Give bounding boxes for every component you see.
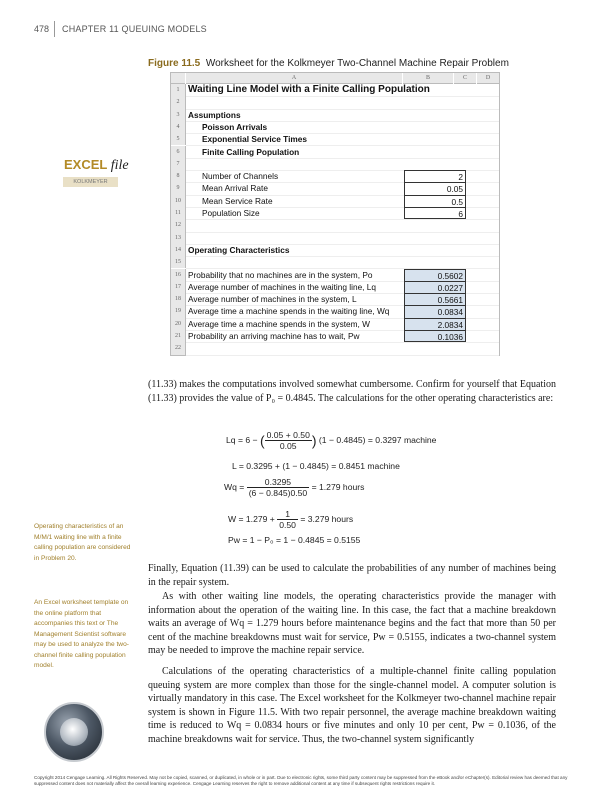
equation-lq-denominator: 0.05 <box>279 441 297 451</box>
row-number: 21 <box>171 330 186 342</box>
equation-wq <box>224 477 364 498</box>
worksheet-row <box>186 232 499 245</box>
equation-l: L = 0.3295 + (1 − 0.4845) = 0.8451 machine <box>232 461 400 471</box>
worksheet-row <box>186 158 499 171</box>
row-number: 4 <box>171 121 186 133</box>
cell-label: Assumptions <box>188 109 241 120</box>
input-value-cell: 0.5 <box>404 195 466 207</box>
worksheet-row <box>186 109 499 122</box>
worksheet-row <box>186 256 499 269</box>
result-value-cell: 0.5602 <box>404 269 466 281</box>
figure-caption <box>148 58 509 69</box>
excel-file-label <box>64 157 129 174</box>
cell-label: Population Size <box>202 208 260 218</box>
cell-label: Average number of machines in the system, L <box>188 294 357 305</box>
row-number: 11 <box>171 207 186 219</box>
result-value-cell: 0.1036 <box>404 330 466 342</box>
cell-label: Probability an arriving machine has to wait, Pw <box>188 331 360 341</box>
row-number: 14 <box>171 244 186 256</box>
row-number: 9 <box>171 182 186 194</box>
worksheet-row <box>186 244 499 257</box>
worksheet-row <box>186 146 499 159</box>
row-number: 2 <box>171 96 186 108</box>
worksheet-row <box>186 133 499 146</box>
input-value-cell: 2 <box>404 170 466 182</box>
worksheet-row <box>186 269 499 282</box>
margin-note-operating-characteristics: Operating characteristics of an M/M/1 waiting line with a finite calling population are considered in Problem 20. <box>34 523 131 562</box>
equation-w-numerator: 1 <box>277 509 298 520</box>
equation-w-lhs: W = 1.279 + <box>228 513 275 524</box>
column-header-c: C <box>454 73 476 84</box>
row-number: 19 <box>171 305 186 317</box>
row-number: 10 <box>171 195 186 207</box>
equation-lq-lhs: Lq = 6 − <box>226 434 258 445</box>
row-number: 6 <box>171 146 186 158</box>
worksheet-row <box>186 170 499 183</box>
column-header-d: D <box>477 73 499 84</box>
excel-word: EXCEL <box>64 157 108 172</box>
worksheet-row <box>186 96 499 109</box>
equation-wq-denominator: (6 − 0.845)0.50 <box>248 488 308 498</box>
figure-label: Figure 11.5 <box>148 58 201 69</box>
worksheet-row <box>186 305 499 318</box>
equation-lq: Lq = 6 − ( $\frac{0.05 + 0.50}{0.05}$ ) (1 − 0.4845) = 0.3297 machine <box>226 430 437 451</box>
worksheet-row <box>186 121 499 134</box>
row-number: 16 <box>171 269 186 281</box>
online-platform-disc-icon <box>44 702 104 762</box>
equation-lq-rhs: (1 − 0.4845) = 0.3297 machine <box>318 434 437 445</box>
cell-label: Mean Arrival Rate <box>202 183 268 194</box>
worksheet-row <box>186 293 499 306</box>
equation-w-rhs: = 3.279 hours <box>300 513 354 524</box>
cell-label: Mean Service Rate <box>202 195 273 206</box>
cell-label: Average time a machine spends in the system, W <box>188 318 371 329</box>
column-header-b-visible: B <box>403 73 453 84</box>
column-header-a: A <box>186 73 402 84</box>
paragraph-probabilities: Finally, Equation (11.39) can be used to calculate the probabilities of any number of machines being in the repair system. <box>148 563 556 588</box>
file-word: file <box>110 158 129 173</box>
header-divider <box>54 21 55 37</box>
row-number: 18 <box>171 293 186 305</box>
row-number: 12 <box>171 219 186 231</box>
result-value-cell: 0.0834 <box>404 305 466 317</box>
equation-wq-lhs: Wq = <box>224 481 245 492</box>
row-number: 13 <box>171 232 186 244</box>
cell-label: Waiting Line Model with a Finite Calling Population <box>188 84 430 95</box>
row-number: 20 <box>171 318 186 330</box>
worksheet-row <box>186 182 499 195</box>
result-value-cell: 0.0227 <box>404 281 466 293</box>
corner-cell <box>171 73 185 84</box>
input-value-cell: 6 <box>404 207 466 219</box>
worksheet-row <box>186 207 499 220</box>
row-number: 22 <box>171 342 186 354</box>
cell-label: Average time a machine spends in the waiting line, Wq <box>188 306 390 317</box>
equation-wq-numerator: 0.3295 <box>247 477 310 488</box>
result-value-cell: 2.0834 <box>404 318 466 330</box>
row-number: 1 <box>171 84 186 96</box>
cell-label: Number of Channels <box>202 171 279 182</box>
cell-label: Finite Calling Population <box>202 146 300 157</box>
worksheet-row <box>186 195 499 208</box>
input-value-cell: 0.05 <box>404 182 466 194</box>
equation-wq-rhs: = 1.279 hours <box>311 481 365 492</box>
chapter-title: CHAPTER 11 QUEUING MODELS <box>62 24 207 34</box>
cell-label: Probability that no machines are in the system, Po <box>188 269 373 280</box>
worksheet-row <box>186 318 499 331</box>
paragraph-operating-characteristics: As with other waiting line models, the operating characteristics provide the manager with information about the operation of the waiting line. In this case, the fact that a machine breakdown waits an average of Wq = 1.279 hours before maintenance begins and the fact that more than 50 per cent of the machine breakdowns must wait for service, Pw = 0.5155, indicates a two-channel system may be needed to improve the machine repair service. <box>148 591 556 657</box>
excel-file-name: KOLKMEYER <box>63 177 118 187</box>
cell-label: Poisson Arrivals <box>202 121 268 132</box>
cell-label: Average number of machines in the waiting line, Lq <box>188 281 377 292</box>
cell-label: Operating Characteristics <box>188 244 290 255</box>
equation-w <box>228 509 353 530</box>
equation-lq-numerator: 0.05 + 0.50 <box>266 430 310 440</box>
row-number: 17 <box>171 281 186 293</box>
row-number: 7 <box>171 158 186 170</box>
equation-pw: Pw = 1 − P₀ = 1 − 0.4845 = 0.5155 <box>228 535 361 545</box>
row-number: 15 <box>171 256 186 268</box>
cell-label: Exponential Service Times <box>202 134 307 145</box>
worksheet-row <box>186 219 499 232</box>
paragraph-multiple-channel: Calculations of the operating characteristics of a multiple-channel finite calling population queuing system are more complex than those for the single-channel model. A computer solution is virtually mandatory in this case. The Excel worksheet for the Kolkmeyer two-channel machine repair system is shown in Figure 11.5. With two repair personnel, the average machine breakdown waiting time is reduced to Wq = 0.0834 hours or five minutes and only 10 per cent, Pw = 0.1036, of the machine breakdowns wait for service. Thus, the two-channel system significantly <box>148 666 556 745</box>
row-number: 5 <box>171 133 186 145</box>
worksheet-row <box>186 342 499 355</box>
page-number: 478 <box>34 24 50 34</box>
excel-worksheet <box>170 72 500 356</box>
worksheet-row <box>186 281 499 294</box>
equation-w-denominator: 0.50 <box>279 520 296 530</box>
paragraph-intro: (11.33) makes the computations involved somewhat cumbersome. Confirm for yourself that Equation (11.33) provides the value of P₀ = 0.4845. The calculations for the other operating characteristics are: <box>148 379 556 404</box>
figure-caption-text: Worksheet for the Kolkmeyer Two-Channel Machine Repair Problem <box>205 58 509 69</box>
worksheet-row <box>186 84 499 97</box>
row-number: 8 <box>171 170 186 182</box>
worksheet-row <box>186 330 499 343</box>
margin-note-excel-template: An Excel worksheet template on the online platform that accompanies this text or The Management Scientist software may be used to analyze the two-channel finite calling population model. <box>34 599 129 669</box>
row-number: 3 <box>171 109 186 121</box>
result-value-cell: 0.5661 <box>404 293 466 305</box>
copyright-footer: Copyright 2014 Cengage Learning. All Rights Reserved. May not be copied, scanned, or duplicated, in whole or in part. Due to electronic rights, some third party content may be suppressed from the eBook and/or eChapter(s). Editorial review has deemed that any suppressed content does not materially affect the overall learning experience. Cengage Learning reserves the right to remove additional content at any time if subsequent rights restrictions require it. <box>34 775 568 786</box>
